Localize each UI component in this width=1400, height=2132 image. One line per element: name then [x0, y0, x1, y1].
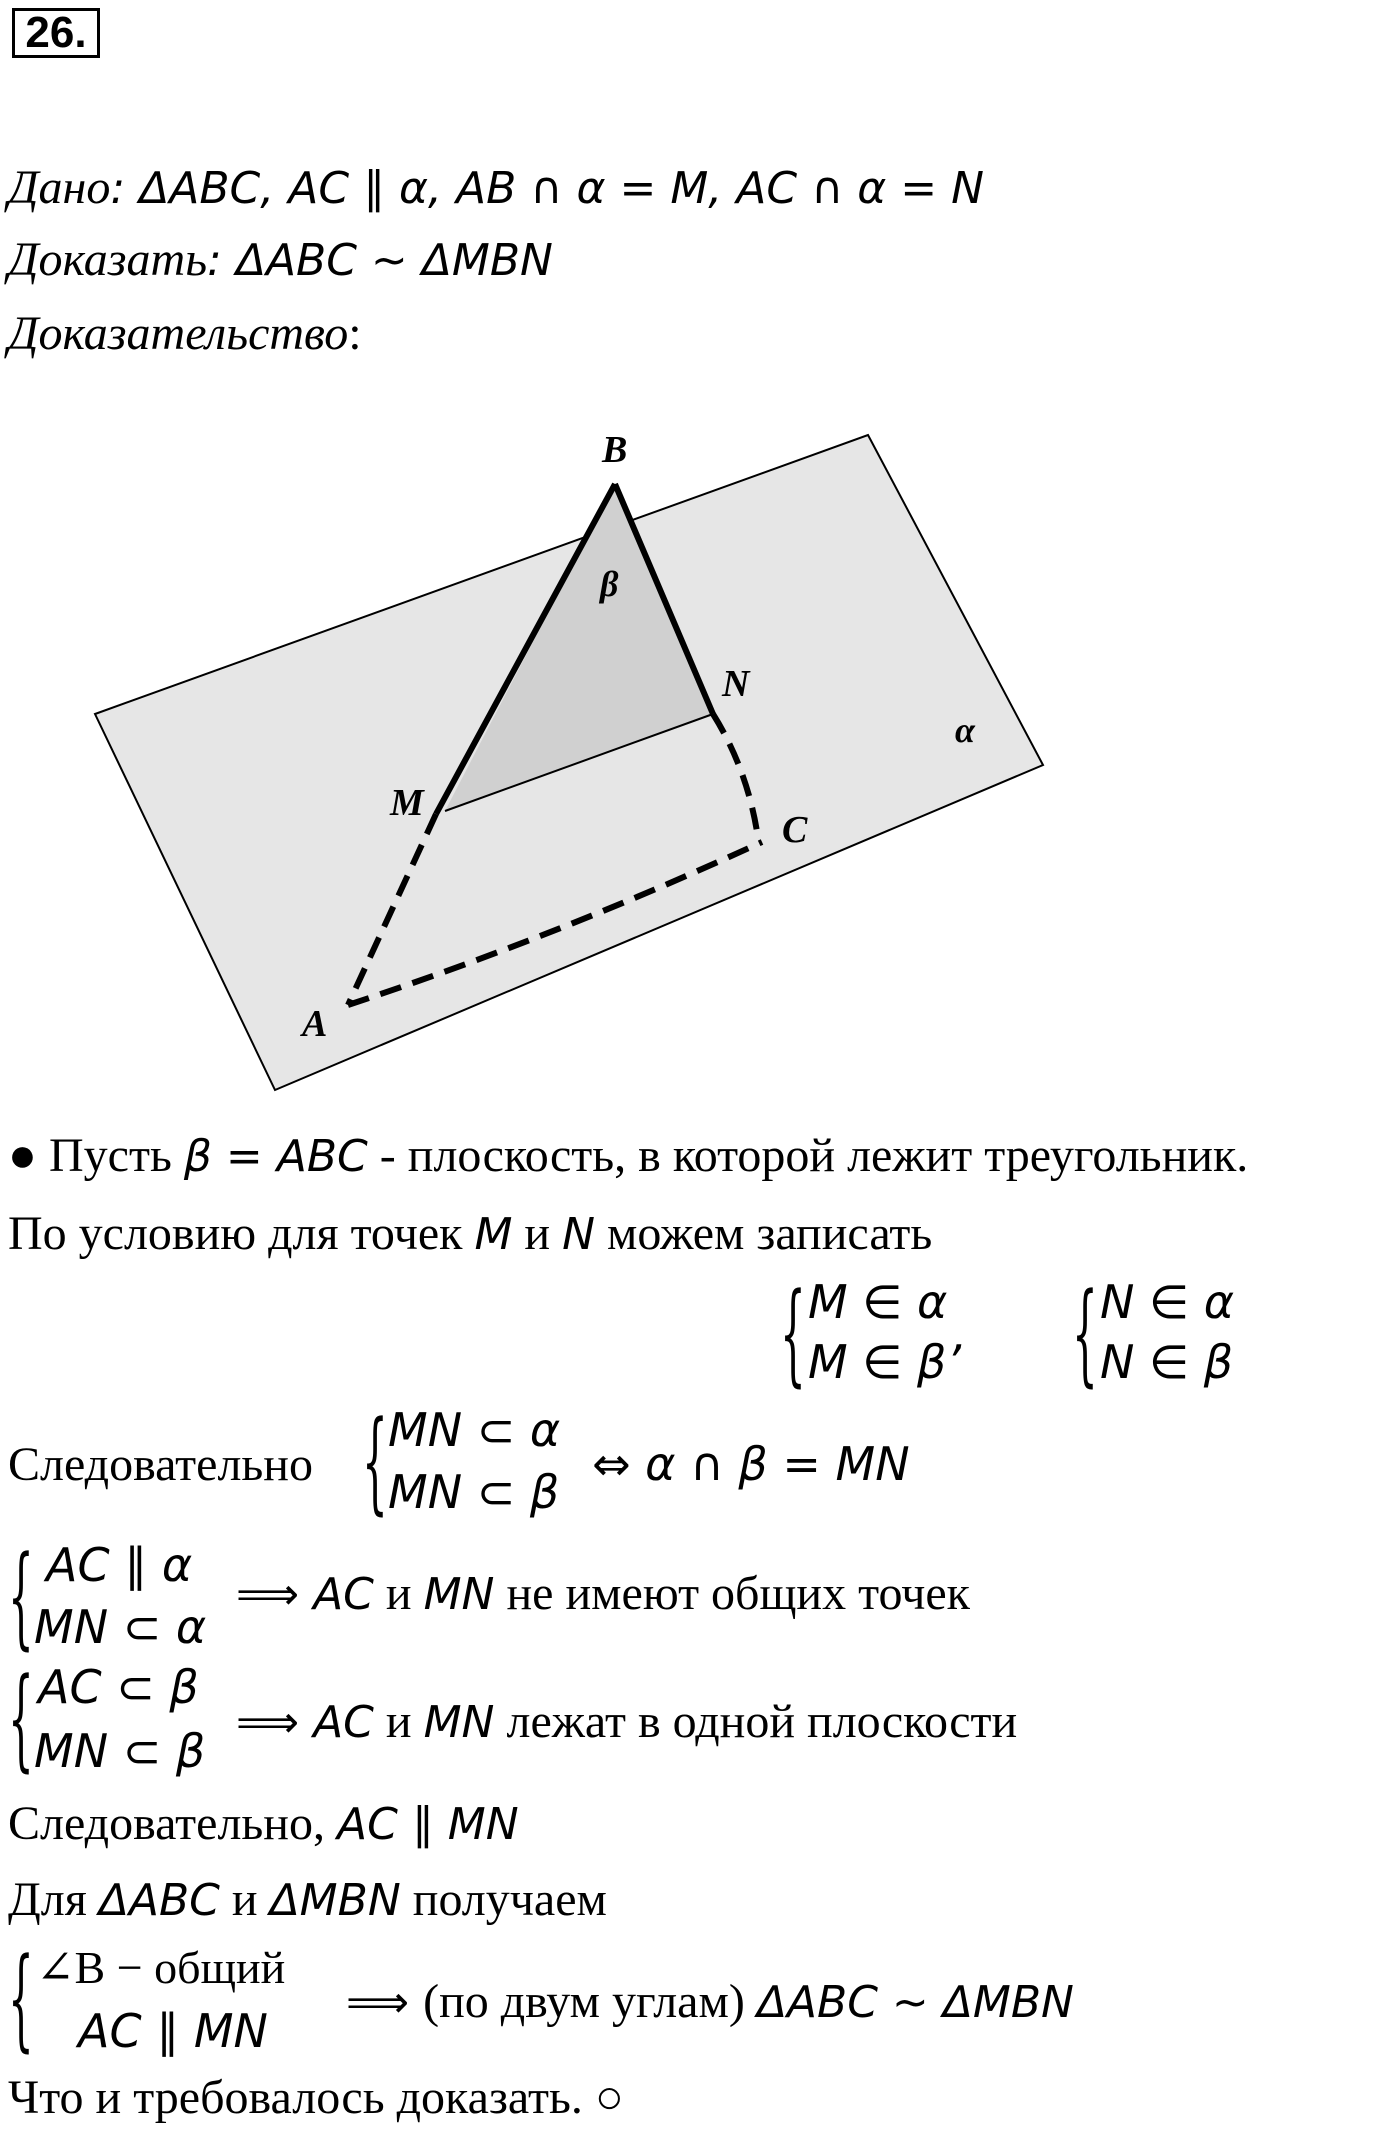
math: M	[474, 1209, 513, 1260]
proof-step-4	[236, 1566, 970, 1621]
system-row: ∠B − общий	[36, 1942, 286, 1993]
implies-arrow: ⟹	[346, 1977, 424, 2028]
brace-icon: {	[8, 1532, 34, 1662]
proof-step-3-label: Следовательно	[8, 1438, 313, 1491]
system-row: M ∈ β’	[808, 1335, 961, 1389]
implies-arrow: ⟹	[236, 1697, 314, 1748]
math: MN	[423, 1569, 495, 1620]
system-angle	[8, 1934, 338, 2070]
math: ΔMBN	[269, 1875, 401, 1926]
proof-step-6	[8, 1796, 519, 1851]
proof-colon: :	[348, 307, 362, 360]
math: ΔABC ~ ΔMBN	[756, 1977, 1074, 2028]
label-point-m: M	[390, 782, 424, 824]
prove-text: : ΔABC ~ ΔMBN	[207, 235, 553, 286]
text: не имеют общих точек	[494, 1567, 970, 1620]
proof-step-3-result: ⇔ α ∩ β = MN	[592, 1437, 910, 1491]
system-row: N ∈ β	[1100, 1335, 1234, 1389]
brace-icon: {	[8, 1654, 34, 1784]
system-ac-beta	[8, 1654, 228, 1790]
given-text: : ΔABC, AC ∥ α, AB ∩ α = M, AC ∩ α = N	[110, 163, 985, 214]
proof-step-8	[346, 1974, 1074, 2029]
proof-step-7	[8, 1872, 607, 1927]
math: N	[562, 1209, 596, 1260]
math: ΔABC	[98, 1875, 220, 1926]
system-row: AC ∥ MN	[78, 2004, 268, 2058]
end-of-proof-icon: ○	[594, 2071, 624, 2124]
math: β = ABC	[183, 1131, 368, 1182]
system-row: M ∈ α	[808, 1275, 948, 1329]
math: MN	[423, 1697, 495, 1748]
label-point-n: N	[722, 663, 750, 705]
label-point-b: B	[602, 429, 628, 471]
geometry-figure	[80, 400, 1060, 1100]
problem-number: 26.	[12, 8, 100, 58]
text: и	[512, 1207, 563, 1260]
text: лежат в одной плоскости	[494, 1695, 1018, 1748]
proof-step-5	[236, 1694, 1017, 1749]
implies-arrow: ⟹	[236, 1569, 314, 1620]
proof-label: Доказательство	[8, 307, 349, 360]
brace-icon: {	[1072, 1269, 1098, 1399]
proof-conclusion	[8, 2070, 624, 2125]
system-row: MN ⊂ β	[388, 1465, 560, 1519]
system-ac-alpha	[8, 1532, 228, 1668]
brace-icon: {	[8, 1934, 34, 2064]
proof-step-2	[8, 1206, 932, 1261]
text: (по двум углам)	[423, 1975, 757, 2028]
text: - плоскость, в которой лежит треугольник.	[367, 1129, 1249, 1182]
label-plane-alpha: α	[955, 710, 975, 750]
prove-line	[8, 232, 553, 287]
given-line	[8, 160, 984, 215]
bullet: ●	[8, 1129, 37, 1182]
system-mn	[362, 1397, 582, 1533]
proof-heading	[8, 306, 362, 361]
system-row: MN ⊂ β	[34, 1724, 206, 1778]
given-label: Дано	[8, 161, 111, 214]
label-point-c: C	[782, 809, 808, 851]
math: AC	[313, 1569, 374, 1620]
system-m	[780, 1269, 980, 1399]
text: Для	[8, 1873, 99, 1926]
label-plane-beta: β	[600, 564, 619, 604]
text: Следовательно,	[8, 1797, 337, 1850]
system-n	[1072, 1269, 1272, 1399]
text: получаем	[400, 1873, 607, 1926]
system-row: AC ⊂ β	[38, 1660, 199, 1714]
math: AC ∥ MN	[336, 1799, 519, 1850]
text: Что и требовалось доказать.	[8, 2071, 595, 2124]
proof-step-1	[8, 1128, 1248, 1183]
text: и	[373, 1567, 424, 1620]
prove-label: Доказать	[8, 233, 208, 286]
text: можем записать	[595, 1207, 933, 1260]
label-point-a: A	[302, 1003, 328, 1045]
system-row: N ∈ α	[1100, 1275, 1235, 1329]
text: и	[219, 1873, 270, 1926]
math: AC	[313, 1697, 374, 1748]
system-row: AC ∥ α	[46, 1538, 193, 1592]
system-row: MN ⊂ α	[34, 1600, 207, 1654]
brace-icon: {	[780, 1269, 806, 1399]
text: и	[373, 1695, 424, 1748]
text: Пусть	[49, 1129, 184, 1182]
brace-icon: {	[362, 1397, 388, 1527]
text: По условию для точек	[8, 1207, 475, 1260]
system-row: MN ⊂ α	[388, 1403, 561, 1457]
